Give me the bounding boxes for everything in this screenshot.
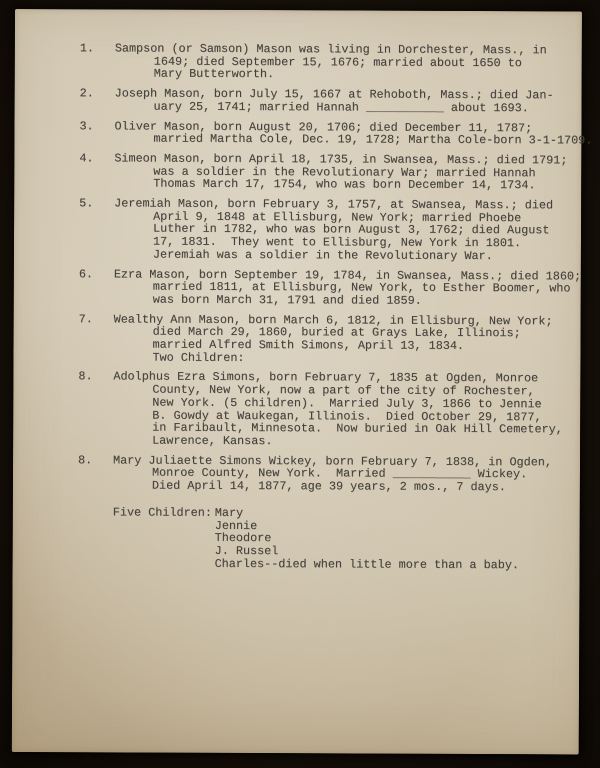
document-paper [12,9,593,754]
item-number: 7. [78,311,93,326]
five-children-names [215,507,580,572]
five-children-section [13,506,580,572]
text-line: Luther in 1782, who was born August 3, 1762; died August [153,222,550,238]
item-text [113,454,572,494]
text-line: Charles--died when little more than a baby. [214,556,520,572]
text-line: in Faribault, Minnesota. Now buried in Oak Hill Cemetery, [152,420,563,437]
list-item [14,197,581,263]
genealogy-document [13,9,593,572]
text-line: Simeon Mason, born April 18, 1735, in Swansea, Mass.; died 1791; [114,151,568,168]
list-item [13,370,580,449]
text-line: 1649; died September 15, 1676; married about 1650 to [153,54,522,70]
text-line: Wealthy Ann Mason, born March 6, 1812, in Ellisburg, New York; [113,312,553,329]
text-line: Joseph Mason, born July 15, 1667 at Rehoboth, Mass.; died Jan- [114,86,554,103]
text-line: Sampson (or Samson) Mason was living in Dorchester, Mass., in [114,41,547,58]
text-line: Thomas March 17, 1754, who was born December 14, 1734. [153,176,536,193]
text-line: was born March 31, 1791 and died 1859. [152,292,422,308]
text-line: married 1811, at Ellisburg, New York, to Esther Boomer, who [152,279,571,296]
list-item [15,87,582,115]
item-text [114,118,593,148]
list-item [14,152,581,193]
item-text [113,266,582,308]
text-line: Mary Butterworth. [153,67,275,82]
text-line: April 9, 1848 at Ellisburg, New York; married Phoebe [153,209,522,225]
item-number: 4. [79,151,94,166]
item-number: 3. [79,118,94,133]
text-line: uary 25, 1741; married Hannah ___________ about 1693. [153,99,529,116]
item-text [113,313,572,366]
item-number: 8. [78,452,93,468]
text-line: Ezra Mason, born September 19, 1784, in Swansea, Mass.; died 1860; [113,266,582,284]
text-line: Two Children: [152,350,245,365]
five-children-label: Five Children: [112,505,212,520]
text-line: Died April 14, 1877, age 39 years, 2 mos., 7 days. [151,478,506,495]
text-line: was a soldier in the Revolutionary War; married Hannah [153,164,536,180]
list-item [13,313,580,366]
text-line: Adolphus Ezra Simons, born February 7, 1835 at Ogden, Monroe [113,369,539,386]
item-text [115,88,574,115]
text-line: married Alfred Smith Simons, April 13, 1834. [152,337,465,354]
text-line: Monroe County, New York. Married ___________ Wickey. [151,465,528,482]
text-line: J. Russel [214,543,279,559]
text-line: Jennie [214,518,258,533]
item-text [113,371,572,449]
text-line: Mary [214,505,244,520]
item-number: 8. [78,369,93,384]
item-number: 5. [79,196,94,211]
text-line: Jeremiah Mason, born February 3, 1757, at Swansea, Mass.; died [114,196,554,213]
item-text [115,42,574,82]
list-item [15,42,582,83]
item-number: 6. [78,266,94,281]
list-item [14,118,593,148]
text-line: Mary Juliaette Simons Wickey, born February 7, 1838, in Ogden, [113,453,552,470]
text-line: married Martha Cole, Dec. 19, 1728; Martha Cole-born 3-1-1709. [153,131,593,148]
text-line: Jeremiah was a soldier in the Revolutionary War. [152,247,493,263]
item-text [114,152,573,192]
text-line: B. Gowdy at Waukegan, Illinois. Died October 29, 1877, [152,408,542,424]
text-line: County, New York, now a part of the city of Rochester, [152,382,535,399]
text-line: Lawrence, Kansas. [152,433,273,449]
text-line: Theodore [214,531,272,546]
item-number: 1. [79,41,95,56]
text-line: 17, 1831. They went to Ellisburg, New York in 1801. [152,234,522,251]
text-line: New York. (5 children). Married July 3, 1866 to Jennie [152,395,542,412]
list-item [13,454,580,495]
list-item [14,268,581,309]
text-line: died March 29, 1860, buried at Grays Lake, Illinois; [152,324,521,341]
item-text [114,197,573,263]
text-line: Oliver Mason, born August 20, 1706; died December 11, 1787; [114,118,533,135]
item-number: 2. [79,86,94,101]
